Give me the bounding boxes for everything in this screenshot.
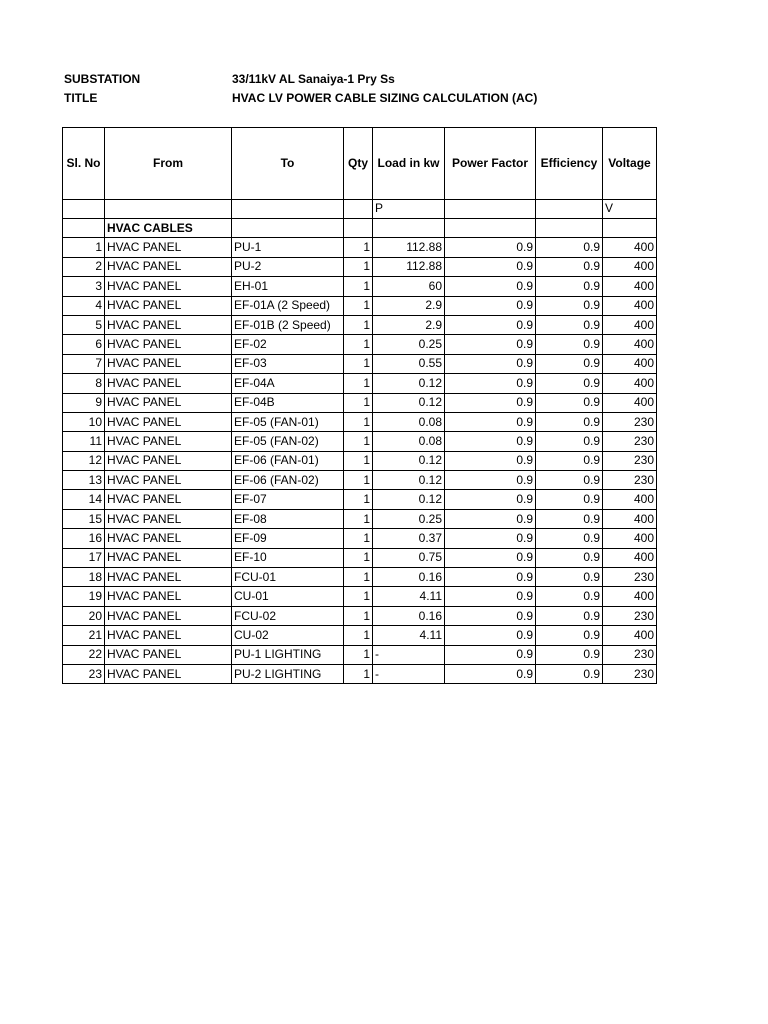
cell-qty: 1 <box>344 354 373 373</box>
table-row <box>63 490 657 509</box>
cell-voltage: 230 <box>603 432 657 451</box>
unit-row <box>63 200 657 219</box>
cell-voltage: 400 <box>603 509 657 528</box>
cell-sl-no: 10 <box>63 412 105 431</box>
cell-to: EF-01A (2 Speed) <box>232 296 344 315</box>
table-row <box>63 548 657 567</box>
header-row <box>63 128 657 200</box>
cell-to: PU-1 <box>232 238 344 257</box>
col-header-load: Load in kw <box>373 128 445 200</box>
cell-to: EF-03 <box>232 354 344 373</box>
cell-from: HVAC PANEL <box>105 587 232 606</box>
cell-qty: 1 <box>344 412 373 431</box>
cell-from: HVAC PANEL <box>105 664 232 683</box>
cell-load: 0.12 <box>373 451 445 470</box>
cell-sl-no: 18 <box>63 568 105 587</box>
section-title: HVAC CABLES <box>105 219 232 238</box>
cell-sl-no: 23 <box>63 664 105 683</box>
cell-sl-no: 15 <box>63 509 105 528</box>
cell-from: HVAC PANEL <box>105 626 232 645</box>
cell-sl-no: 19 <box>63 587 105 606</box>
table-row <box>63 315 657 334</box>
cell-voltage: 400 <box>603 548 657 567</box>
cell-from: HVAC PANEL <box>105 354 232 373</box>
cell-from: HVAC PANEL <box>105 335 232 354</box>
cell-power-factor: 0.9 <box>445 335 536 354</box>
cell-voltage: 230 <box>603 606 657 625</box>
cell-to: EF-05 (FAN-01) <box>232 412 344 431</box>
title-label: TITLE <box>64 91 98 105</box>
cell-to: EH-01 <box>232 277 344 296</box>
cell-qty: 1 <box>344 374 373 393</box>
col-header-power-factor: Power Factor <box>445 128 536 200</box>
cell-power-factor: 0.9 <box>445 412 536 431</box>
cell-efficiency: 0.9 <box>536 548 603 567</box>
cell-to: EF-09 <box>232 529 344 548</box>
cell-qty: 1 <box>344 238 373 257</box>
substation-value: 33/11kV AL Sanaiya-1 Pry Ss <box>232 72 395 86</box>
cell-power-factor: 0.9 <box>445 606 536 625</box>
table-row <box>63 335 657 354</box>
cell-to: CU-01 <box>232 587 344 606</box>
cell-to: EF-02 <box>232 335 344 354</box>
cell-sl-no: 2 <box>63 257 105 276</box>
cell-sl-no: 13 <box>63 471 105 490</box>
cell-efficiency: 0.9 <box>536 626 603 645</box>
cell-efficiency: 0.9 <box>536 315 603 334</box>
cell-voltage: 400 <box>603 296 657 315</box>
cell-load: 0.12 <box>373 471 445 490</box>
cell-qty: 1 <box>344 471 373 490</box>
cell-to: EF-07 <box>232 490 344 509</box>
cell-qty: 1 <box>344 296 373 315</box>
cell-efficiency: 0.9 <box>536 238 603 257</box>
table-row <box>63 432 657 451</box>
cell-sl-no: 20 <box>63 606 105 625</box>
cell-voltage: 400 <box>603 315 657 334</box>
cell-power-factor: 0.9 <box>445 315 536 334</box>
cell-qty: 1 <box>344 315 373 334</box>
cell-load: 0.12 <box>373 393 445 412</box>
cable-sizing-table <box>62 127 657 684</box>
cell-from: HVAC PANEL <box>105 393 232 412</box>
cell-load: - <box>373 645 445 664</box>
title-value: HVAC LV POWER CABLE SIZING CALCULATION (AC) <box>232 91 538 105</box>
cell-power-factor: 0.9 <box>445 432 536 451</box>
cell-qty: 1 <box>344 277 373 296</box>
cell-voltage: 230 <box>603 471 657 490</box>
cell-efficiency: 0.9 <box>536 471 603 490</box>
table-row <box>63 645 657 664</box>
cell-efficiency: 0.9 <box>536 354 603 373</box>
table-row <box>63 412 657 431</box>
cell-from: HVAC PANEL <box>105 606 232 625</box>
table-row <box>63 374 657 393</box>
cell-efficiency: 0.9 <box>536 490 603 509</box>
cell-qty: 1 <box>344 393 373 412</box>
cell-to: CU-02 <box>232 626 344 645</box>
cell-to: EF-06 (FAN-01) <box>232 451 344 470</box>
col-header-qty: Qty <box>344 128 373 200</box>
cell-power-factor: 0.9 <box>445 490 536 509</box>
cell-qty: 1 <box>344 529 373 548</box>
cell-load: 112.88 <box>373 257 445 276</box>
unit-cell-load: P <box>373 200 445 219</box>
table-row <box>63 238 657 257</box>
cell-qty: 1 <box>344 606 373 625</box>
cell-sl-no: 14 <box>63 490 105 509</box>
table-row <box>63 568 657 587</box>
cell-voltage: 230 <box>603 412 657 431</box>
cell-voltage: 400 <box>603 238 657 257</box>
cell-sl-no: 12 <box>63 451 105 470</box>
cell-power-factor: 0.9 <box>445 277 536 296</box>
cell-from: HVAC PANEL <box>105 432 232 451</box>
cell-sl-no: 21 <box>63 626 105 645</box>
table-row <box>63 277 657 296</box>
section-blank <box>344 219 373 238</box>
cell-load: 0.75 <box>373 548 445 567</box>
cell-to: EF-05 (FAN-02) <box>232 432 344 451</box>
cell-power-factor: 0.9 <box>445 393 536 412</box>
table-row <box>63 587 657 606</box>
cell-to: EF-08 <box>232 509 344 528</box>
cell-efficiency: 0.9 <box>536 393 603 412</box>
cell-efficiency: 0.9 <box>536 451 603 470</box>
cell-power-factor: 0.9 <box>445 548 536 567</box>
cell-voltage: 400 <box>603 587 657 606</box>
section-blank <box>63 219 105 238</box>
cell-power-factor: 0.9 <box>445 257 536 276</box>
cell-power-factor: 0.9 <box>445 568 536 587</box>
cell-efficiency: 0.9 <box>536 335 603 354</box>
cell-efficiency: 0.9 <box>536 587 603 606</box>
section-row <box>63 219 657 238</box>
unit-cell <box>105 200 232 219</box>
cell-power-factor: 0.9 <box>445 451 536 470</box>
cell-qty: 1 <box>344 509 373 528</box>
cell-efficiency: 0.9 <box>536 509 603 528</box>
cell-power-factor: 0.9 <box>445 645 536 664</box>
cell-qty: 1 <box>344 587 373 606</box>
cell-sl-no: 16 <box>63 529 105 548</box>
cell-power-factor: 0.9 <box>445 509 536 528</box>
cell-from: HVAC PANEL <box>105 529 232 548</box>
col-header-to: To <box>232 128 344 200</box>
cell-efficiency: 0.9 <box>536 568 603 587</box>
cell-qty: 1 <box>344 432 373 451</box>
cell-load: 2.9 <box>373 296 445 315</box>
cell-sl-no: 7 <box>63 354 105 373</box>
cell-qty: 1 <box>344 335 373 354</box>
cell-load: 0.08 <box>373 432 445 451</box>
unit-cell <box>344 200 373 219</box>
cell-voltage: 400 <box>603 257 657 276</box>
cell-load: 0.12 <box>373 490 445 509</box>
unit-cell <box>232 200 344 219</box>
cell-efficiency: 0.9 <box>536 277 603 296</box>
cell-load: 0.08 <box>373 412 445 431</box>
cell-qty: 1 <box>344 568 373 587</box>
cell-voltage: 400 <box>603 626 657 645</box>
cell-load: - <box>373 664 445 683</box>
cell-power-factor: 0.9 <box>445 664 536 683</box>
cell-from: HVAC PANEL <box>105 451 232 470</box>
cell-qty: 1 <box>344 645 373 664</box>
cell-load: 0.16 <box>373 568 445 587</box>
cell-power-factor: 0.9 <box>445 471 536 490</box>
cell-voltage: 230 <box>603 451 657 470</box>
cell-efficiency: 0.9 <box>536 664 603 683</box>
cell-power-factor: 0.9 <box>445 296 536 315</box>
table-row <box>63 354 657 373</box>
cell-to: PU-2 <box>232 257 344 276</box>
cell-sl-no: 8 <box>63 374 105 393</box>
cell-voltage: 230 <box>603 645 657 664</box>
table-row <box>63 509 657 528</box>
cell-sl-no: 6 <box>63 335 105 354</box>
cell-from: HVAC PANEL <box>105 257 232 276</box>
cell-qty: 1 <box>344 664 373 683</box>
cell-from: HVAC PANEL <box>105 471 232 490</box>
cell-sl-no: 5 <box>63 315 105 334</box>
cell-to: EF-06 (FAN-02) <box>232 471 344 490</box>
cell-load: 0.37 <box>373 529 445 548</box>
cell-voltage: 400 <box>603 354 657 373</box>
cell-load: 4.11 <box>373 587 445 606</box>
cell-to: EF-01B (2 Speed) <box>232 315 344 334</box>
col-header-sl-no: Sl. No <box>63 128 105 200</box>
cell-from: HVAC PANEL <box>105 238 232 257</box>
unit-cell-voltage: V <box>603 200 657 219</box>
cell-voltage: 230 <box>603 664 657 683</box>
cell-voltage: 400 <box>603 335 657 354</box>
cell-power-factor: 0.9 <box>445 354 536 373</box>
cell-load: 4.11 <box>373 626 445 645</box>
cell-sl-no: 17 <box>63 548 105 567</box>
cell-load: 0.25 <box>373 509 445 528</box>
cell-to: FCU-02 <box>232 606 344 625</box>
cell-voltage: 400 <box>603 529 657 548</box>
cell-from: HVAC PANEL <box>105 374 232 393</box>
cell-sl-no: 9 <box>63 393 105 412</box>
table-row <box>63 471 657 490</box>
cell-sl-no: 11 <box>63 432 105 451</box>
cell-sl-no: 1 <box>63 238 105 257</box>
cell-sl-no: 22 <box>63 645 105 664</box>
cell-efficiency: 0.9 <box>536 529 603 548</box>
cell-load: 60 <box>373 277 445 296</box>
cell-from: HVAC PANEL <box>105 509 232 528</box>
cell-voltage: 400 <box>603 374 657 393</box>
cell-voltage: 230 <box>603 568 657 587</box>
table-row <box>63 257 657 276</box>
cell-efficiency: 0.9 <box>536 257 603 276</box>
section-blank <box>536 219 603 238</box>
cell-load: 112.88 <box>373 238 445 257</box>
cell-efficiency: 0.9 <box>536 432 603 451</box>
cell-efficiency: 0.9 <box>536 296 603 315</box>
unit-cell <box>536 200 603 219</box>
cell-load: 0.25 <box>373 335 445 354</box>
col-header-from: From <box>105 128 232 200</box>
cell-to: PU-2 LIGHTING <box>232 664 344 683</box>
cell-efficiency: 0.9 <box>536 374 603 393</box>
cell-power-factor: 0.9 <box>445 626 536 645</box>
cell-from: HVAC PANEL <box>105 645 232 664</box>
section-blank <box>373 219 445 238</box>
cell-power-factor: 0.9 <box>445 529 536 548</box>
cell-from: HVAC PANEL <box>105 315 232 334</box>
cell-qty: 1 <box>344 257 373 276</box>
unit-cell <box>445 200 536 219</box>
table-row <box>63 606 657 625</box>
cell-to: EF-10 <box>232 548 344 567</box>
cell-efficiency: 0.9 <box>536 645 603 664</box>
cell-from: HVAC PANEL <box>105 568 232 587</box>
cell-load: 0.55 <box>373 354 445 373</box>
cell-to: EF-04A <box>232 374 344 393</box>
table-row <box>63 626 657 645</box>
table-row <box>63 393 657 412</box>
cell-voltage: 400 <box>603 490 657 509</box>
cell-from: HVAC PANEL <box>105 490 232 509</box>
cell-from: HVAC PANEL <box>105 548 232 567</box>
cell-to: EF-04B <box>232 393 344 412</box>
cell-power-factor: 0.9 <box>445 238 536 257</box>
section-blank <box>232 219 344 238</box>
table-row <box>63 296 657 315</box>
cell-sl-no: 3 <box>63 277 105 296</box>
table-row <box>63 451 657 470</box>
cell-to: PU-1 LIGHTING <box>232 645 344 664</box>
unit-cell <box>63 200 105 219</box>
col-header-efficiency: Efficiency <box>536 128 603 200</box>
cell-efficiency: 0.9 <box>536 412 603 431</box>
col-header-voltage: Voltage <box>603 128 657 200</box>
cell-voltage: 400 <box>603 277 657 296</box>
cell-power-factor: 0.9 <box>445 374 536 393</box>
section-blank <box>445 219 536 238</box>
cell-qty: 1 <box>344 548 373 567</box>
substation-label: SUBSTATION <box>64 72 141 86</box>
cell-from: HVAC PANEL <box>105 412 232 431</box>
cell-sl-no: 4 <box>63 296 105 315</box>
cell-load: 0.16 <box>373 606 445 625</box>
cell-power-factor: 0.9 <box>445 587 536 606</box>
cell-load: 0.12 <box>373 374 445 393</box>
table-row <box>63 664 657 683</box>
cell-load: 2.9 <box>373 315 445 334</box>
cell-from: HVAC PANEL <box>105 296 232 315</box>
cell-from: HVAC PANEL <box>105 277 232 296</box>
cell-qty: 1 <box>344 490 373 509</box>
cell-efficiency: 0.9 <box>536 606 603 625</box>
table-row <box>63 529 657 548</box>
cell-qty: 1 <box>344 451 373 470</box>
cell-to: FCU-01 <box>232 568 344 587</box>
section-blank <box>603 219 657 238</box>
cell-qty: 1 <box>344 626 373 645</box>
cell-voltage: 400 <box>603 393 657 412</box>
